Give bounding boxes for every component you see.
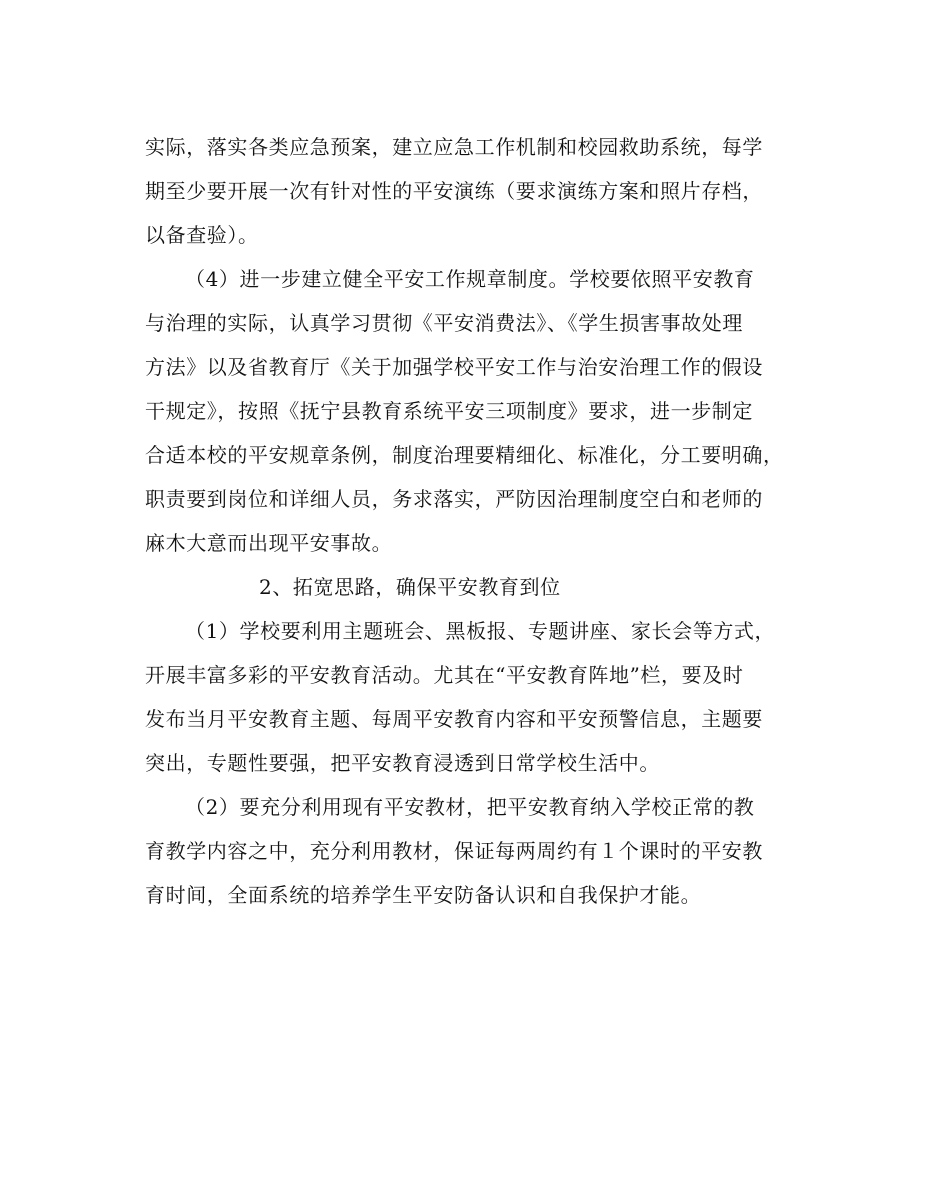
text-line: 期至少要开展一次有针对性的平安演练（要求演练方案和照片存档， [145, 179, 763, 203]
text-line: 与治理的实际，认真学习贯彻《平安消费法》、《学生损害事故处理 [145, 311, 743, 335]
paragraph-first-line: （2）要充分利用现有平安教材，把平安教育纳入学校正常的教 [185, 795, 755, 819]
text-line: 方法》以及省教育厅《关于加强学校平安工作与治安治理工作的假设 [145, 355, 763, 379]
text-line: 发布当月平安教育主题、每周平安教育内容和平安预警信息，主题要 [145, 707, 763, 731]
paragraph-first-line: （4）进一步建立健全平安工作规章制度。学校要依照平安教育 [185, 267, 755, 291]
text-line: 麻木大意而出现平安事故。 [145, 531, 393, 555]
text-line: 突出，专题性要强，把平安教育浸透到日常学校生活中。 [145, 751, 660, 775]
text-line: 干规定》，按照《抚宁县教育系统平安三项制度》要求，进一步制定 [145, 399, 753, 423]
text-line: 合适本校的平安规章条例，制度治理要精细化、标准化，分工要明确， [145, 443, 784, 467]
text-line: 育时间，全面系统的培养学生平安防备认识和自我保护才能。 [145, 883, 702, 907]
document-body [145, 128, 815, 914]
text-line: 职责要到岗位和详细人员，务求落实，严防因治理制度空白和老师的 [145, 487, 763, 511]
paragraph-first-line: （1）学校要利用主题班会、黑板报、专题讲座、家长会等方式， [185, 619, 776, 643]
text-line: 育教学内容之中，充分利用教材，保证每两周约有１个课时的平安教 [145, 839, 763, 863]
text-line: 实际，落实各类应急预案，建立应急工作机制和校园救助系统，每学 [145, 135, 763, 159]
section-heading: 2、拓宽思路，确保平安教育到位 [259, 575, 561, 599]
text-line: 开展丰富多彩的平安教育活动。尤其在“平安教育阵地”栏，要及时 [145, 663, 744, 687]
text-line: 以备查验）。 [145, 223, 259, 247]
